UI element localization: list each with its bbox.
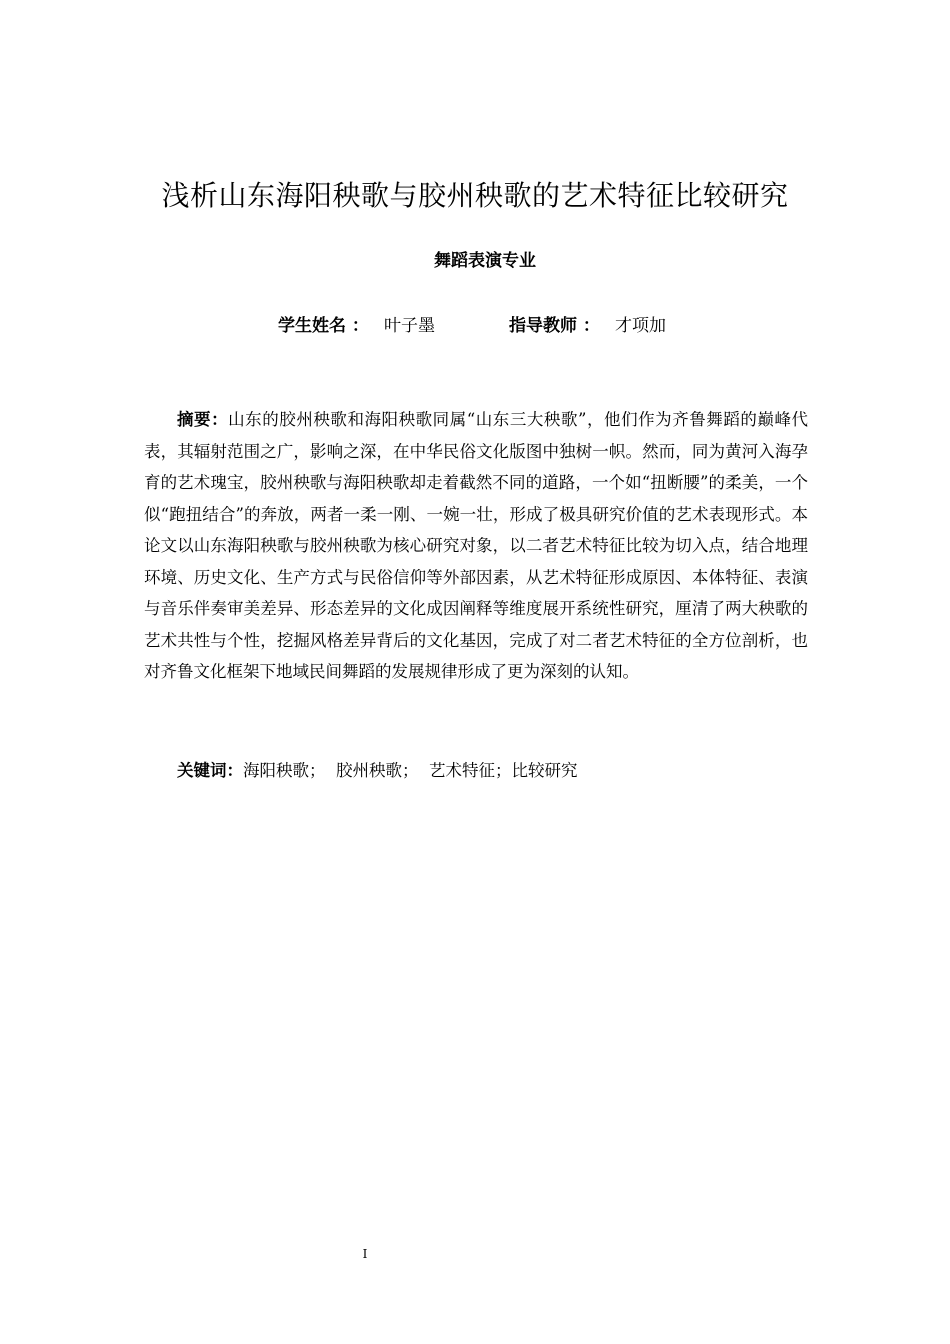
abstract-label: 摘要： — [177, 410, 229, 429]
author-info-line — [0, 312, 950, 340]
major-heading: 舞蹈表演专业 — [434, 251, 536, 271]
keywords-label: 关键词： — [177, 761, 243, 780]
abstract-text: 山东的胶州秧歌和海阳秧歌同属“山东三大秧歌”，他们作为齐鲁舞蹈的巅峰代表，其辐射范围之广，影响之深，在中华民俗文化版图中独树一帜。然而，同为黄河入海孕育的艺术瑰宝，胶州秧歌与海阳秧歌却走着截然不同的道路，一个如“扭断腰”的柔美，一个似“跑扭结合”的奔放，两者一柔一刚、一婉一壮，形成了极具研究价值的艺术表现形式。本论文以山东海阳秧歌与胶州秧歌为核心研究对象，以二者艺术特征比较为切入点，结合地理环境、历史文化、生产方式与民俗信仰等外部因素，从艺术特征形成原因、本体特征、表演与音乐伴奏审美差异、形态差异的文化成因阐释等维度展开系统性研究，厘清了两大秧歌的艺术共性与个性，挖掘风格差异背后的文化基因，完成了对二者艺术特征的全方位剖析，也对齐鲁文化框架下地域民间舞蹈的发展规律形成了更为深刻的认知。 — [144, 410, 809, 681]
advisor-label: 指导教师 ： — [509, 316, 600, 336]
abstract-paragraph — [144, 404, 808, 688]
keywords-text: 海阳秧歌； 胶州秧歌； 艺术特征；比较研究 — [243, 761, 578, 780]
advisor-value: 才项加 — [615, 316, 666, 336]
document-title: 浅析山东海阳秧歌与胶州秧歌的艺术特征比较研究 — [161, 179, 789, 212]
page-number: I — [362, 1247, 368, 1261]
student-name-value: 叶子墨 — [384, 316, 435, 336]
keywords-line — [177, 757, 817, 785]
student-name-label: 学生姓名 ： — [278, 316, 369, 336]
